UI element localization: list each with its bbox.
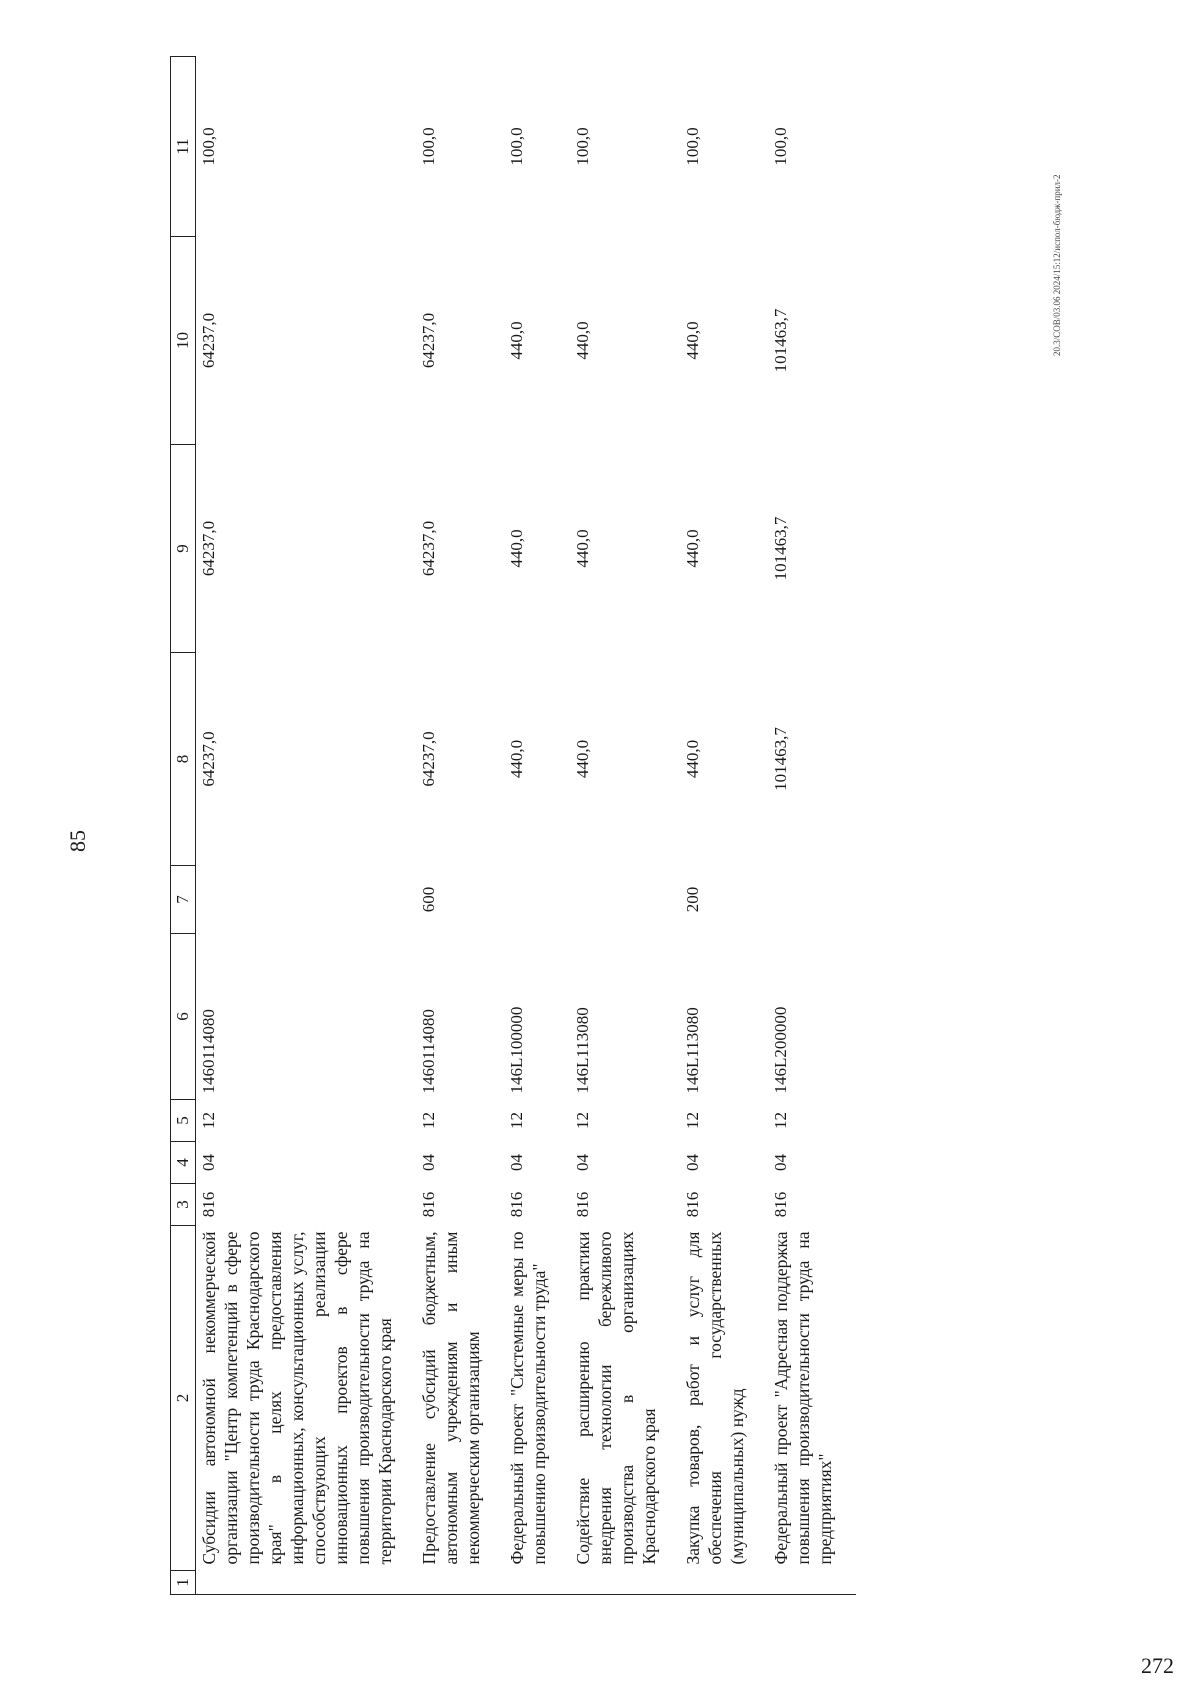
header-col-4: 4 <box>171 1142 196 1184</box>
cell-col-10: 440,0 <box>507 321 526 360</box>
cell-col-10: 440,0 <box>683 321 702 360</box>
cell-col-8: 440,0 <box>573 739 592 779</box>
cell-col-6: 146L113080 <box>683 1007 702 1094</box>
cell-name: Субсидии автономной некоммерческой организации "Центр компетенций в сфере производительности труда Краснодарского края" в целях предоставления информационных, консультационных услуг, способствующих реализации инновационных проектов в сфере повышения производительности труда на территории Краснодарского края <box>199 1231 395 1565</box>
header-col-9: 9 <box>171 445 196 653</box>
table-row <box>768 57 856 1595</box>
header-col-3: 3 <box>171 1184 196 1226</box>
cell-col-10: 440,0 <box>573 321 592 360</box>
cell-col-6: 146L113080 <box>573 1007 592 1094</box>
header-col-7: 7 <box>171 866 196 934</box>
cell-col-1 <box>504 1571 570 1595</box>
cell-col-3: 816 <box>419 1191 438 1218</box>
cell-col-5: 12 <box>419 1112 438 1129</box>
cell-col-4: 04 <box>771 1154 790 1171</box>
cell-col-11: 100,0 <box>507 127 526 166</box>
cell-col-7 <box>768 866 856 934</box>
cell-col-8: 64237,0 <box>199 731 218 787</box>
cell-col-10: 64237,0 <box>199 312 218 369</box>
header-col-2: 2 <box>171 1226 196 1571</box>
table-row <box>196 57 417 1595</box>
cell-col-7 <box>504 866 570 934</box>
cell-col-7: 200 <box>683 886 702 913</box>
cell-col-10: 101463,7 <box>771 308 790 373</box>
cell-col-11: 100,0 <box>771 127 790 166</box>
cell-col-4: 04 <box>419 1154 438 1171</box>
cell-col-4: 04 <box>199 1154 218 1171</box>
cell-col-4: 04 <box>573 1154 592 1171</box>
cell-col-11: 100,0 <box>419 127 438 166</box>
header-col-11: 11 <box>171 57 196 237</box>
cell-col-5: 12 <box>683 1112 702 1129</box>
table-header <box>171 57 196 1595</box>
table-row <box>504 57 570 1595</box>
cell-col-9: 440,0 <box>507 529 526 568</box>
cell-col-6: 1460114080 <box>199 1009 218 1094</box>
cell-col-8: 101463,7 <box>771 727 790 791</box>
table-row <box>416 57 504 1595</box>
cell-name: Закупка товаров, работ и услуг для обеспечения государственных (муниципальных) нужд <box>683 1231 747 1565</box>
cell-col-10: 64237,0 <box>419 312 438 369</box>
header-col-1: 1 <box>171 1571 196 1595</box>
cell-col-8: 440,0 <box>683 739 702 779</box>
cell-col-3: 816 <box>199 1191 218 1218</box>
cell-col-7 <box>196 866 417 934</box>
cell-col-5: 12 <box>771 1112 790 1129</box>
header-col-8: 8 <box>171 653 196 866</box>
cell-col-3: 816 <box>507 1191 526 1218</box>
cell-col-3: 816 <box>573 1191 592 1218</box>
header-col-5: 5 <box>171 1100 196 1142</box>
cell-col-3: 816 <box>683 1191 702 1218</box>
cell-col-6: 1460114080 <box>419 1009 438 1094</box>
cell-col-5: 12 <box>199 1112 218 1129</box>
cell-col-9: 440,0 <box>573 529 592 568</box>
cell-col-11: 100,0 <box>573 127 592 166</box>
cell-col-5: 12 <box>507 1112 526 1129</box>
document-stamp: 20.3/СОВ/03.06 2024/15:12/испол-бюдж-прил-2 <box>1052 174 1062 356</box>
cell-col-9: 64237,0 <box>199 520 218 577</box>
cell-col-9: 64237,0 <box>419 520 438 577</box>
cell-col-4: 04 <box>683 1154 702 1171</box>
cell-col-8: 440,0 <box>507 739 526 779</box>
header-col-10: 10 <box>171 237 196 445</box>
cell-col-11: 100,0 <box>683 127 702 166</box>
cell-col-1 <box>196 1571 417 1595</box>
cell-col-6: 146L100000 <box>507 1006 526 1094</box>
cell-col-5: 12 <box>573 1112 592 1129</box>
cell-name: Федеральный проект "Адресная поддержка повышения производительности труда на предприятиях" <box>771 1231 835 1565</box>
page-number: 85 <box>65 830 90 852</box>
cell-col-8: 64237,0 <box>419 731 438 787</box>
cell-name: Содействие расширению практики внедрения технологии бережливого производства в организациях Краснодарского края <box>573 1231 659 1565</box>
cell-col-11: 100,0 <box>199 127 218 166</box>
cell-name: Предоставление субсидий бюджетным, автономным учреждениям и иным некоммерческим организациям <box>419 1231 483 1565</box>
budget-table-container <box>170 57 940 1595</box>
cell-col-1 <box>416 1571 504 1595</box>
cell-col-7 <box>570 866 680 934</box>
cell-col-1 <box>768 1571 856 1595</box>
header-col-6: 6 <box>171 934 196 1100</box>
cell-col-9: 101463,7 <box>771 516 790 581</box>
cell-col-1 <box>680 1571 768 1595</box>
cell-col-4: 04 <box>507 1154 526 1171</box>
table-body <box>196 57 857 1595</box>
table-row <box>680 57 768 1595</box>
cell-col-6: 146L200000 <box>771 1006 790 1094</box>
cell-col-9: 440,0 <box>683 529 702 568</box>
cell-col-7: 600 <box>419 886 438 913</box>
table-row <box>570 57 680 1595</box>
cell-col-3: 816 <box>771 1191 790 1218</box>
cell-col-1 <box>570 1571 680 1595</box>
cell-name: Федеральный проект "Системные меры по повышению производительности труда" <box>507 1231 549 1565</box>
sheet-number: 272 <box>1141 1653 1174 1678</box>
budget-table <box>170 56 856 1595</box>
